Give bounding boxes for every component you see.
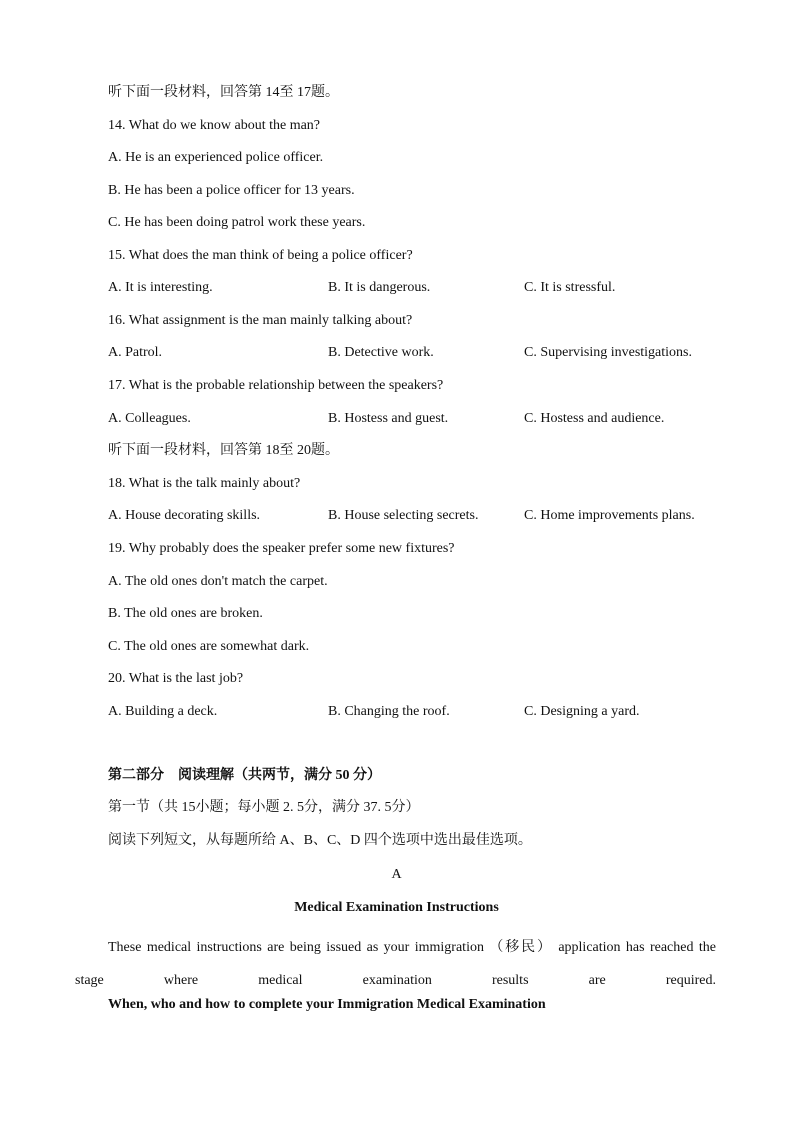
passage-subheading: When, who and how to complete your Immigration Medical Examination — [108, 997, 546, 1012]
question-19-stem: 19. Why probably does the speaker prefer some new fixtures? — [108, 541, 455, 556]
question-16-option-b: B. Detective work. — [328, 345, 434, 360]
reading-instruction: 阅读下列短文，从每题所给 A、B、C、D 四个选项中选出最佳选项。 — [108, 833, 532, 848]
question-15-stem: 15. What does the man think of being a police officer? — [108, 248, 413, 263]
question-15-option-c: C. It is stressful. — [524, 280, 616, 295]
passage-letter: A — [391, 867, 402, 882]
question-16-option-a: A. Patrol. — [108, 345, 163, 360]
question-18-option-b: B. House selecting secrets. — [328, 508, 479, 523]
question-20-stem: 20. What is the last job? — [108, 671, 244, 686]
question-17-option-b: B. Hostess and guest. — [328, 411, 449, 426]
section-one-heading: 第一节（共 15小题；每小题 2. 5分，满分 37. 5分） — [108, 800, 420, 815]
listening-intro-18-20: 听下面一段材料，回答第 18至 20题。 — [108, 443, 339, 458]
question-20-option-c: C. Designing a yard. — [524, 704, 640, 719]
question-20-option-a: A. Building a deck. — [108, 704, 218, 719]
question-15-option-a: A. It is interesting. — [108, 280, 213, 295]
question-16-stem: 16. What assignment is the man mainly talking about? — [108, 313, 413, 328]
question-17-option-a: A. Colleagues. — [108, 411, 191, 426]
question-16-option-c: C. Supervising investigations. — [524, 345, 692, 360]
question-14-option-b: B. He has been a police officer for 13 years. — [108, 183, 355, 198]
question-19-option-a: A. The old ones don't match the carpet. — [108, 574, 328, 589]
question-15-option-b: B. It is dangerous. — [328, 280, 431, 295]
question-17-option-c: C. Hostess and audience. — [524, 411, 665, 426]
question-18-option-c: C. Home improvements plans. — [524, 508, 695, 523]
question-14-option-a: A. He is an experienced police officer. — [108, 150, 324, 165]
question-18-option-a: A. House decorating skills. — [108, 508, 261, 523]
question-14-option-c: C. He has been doing patrol work these years. — [108, 215, 366, 230]
question-19-option-b: B. The old ones are broken. — [108, 606, 263, 621]
passage-title: Medical Examination Instructions — [294, 900, 499, 915]
question-19-option-c: C. The old ones are somewhat dark. — [108, 639, 310, 654]
passage-paragraph: These medical instructions are being issued as your immigration （移民） application has reached the stage where medical examination results are required. — [75, 940, 716, 988]
part-two-heading: 第二部分 阅读理解（共两节，满分 50 分） — [108, 768, 381, 783]
question-14-stem: 14. What do we know about the man? — [108, 118, 321, 133]
question-18-stem: 18. What is the talk mainly about? — [108, 476, 301, 491]
question-17-stem: 17. What is the probable relationship between the speakers? — [108, 378, 444, 393]
listening-intro-14-17: 听下面一段材料，回答第 14至 17题。 — [108, 85, 339, 100]
question-20-option-b: B. Changing the roof. — [328, 704, 450, 719]
